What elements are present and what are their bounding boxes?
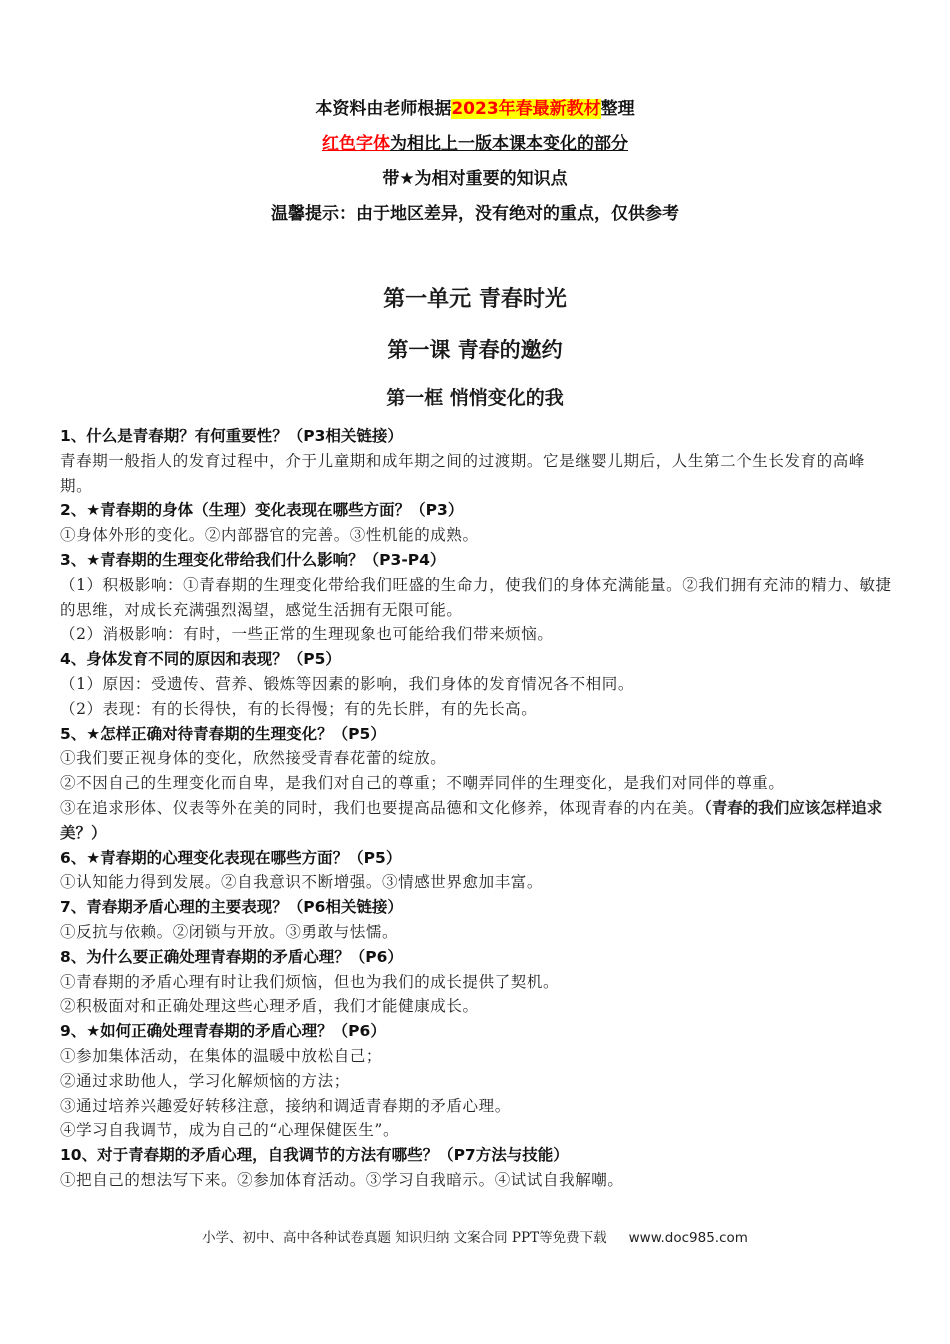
question-heading: 6、★青春期的心理变化表现在哪些方面？（P5）	[60, 848, 402, 867]
section-titles	[0, 280, 950, 418]
frame-title: 第一框 悄悄变化的我	[386, 387, 564, 409]
answer-paragraph: ①把自己的想法写下来。②参加体育活动。③学习自我暗示。④试试自我解嘲。	[60, 1170, 624, 1189]
question-heading: 2、★青春期的身体（生理）变化表现在哪些方面？（P3）	[60, 501, 464, 520]
answer-paragraph	[60, 796, 892, 846]
question-heading: 10、对于青春期的矛盾心理，自我调节的方法有哪些？（P7方法与技能）	[60, 1146, 569, 1165]
question-heading: 1、什么是青春期？有何重要性？（P3相关链接）	[60, 427, 403, 445]
notice-line-tip: 温馨提示：由于地区差异，没有绝对的重点，仅供参考	[271, 204, 679, 224]
notice-source-prefix: 本资料由老师根据	[315, 99, 452, 119]
notice-source-suffix: 整理	[600, 99, 635, 119]
question-heading: 9、★如何正确处理青春期的矛盾心理？（P6）	[60, 1022, 386, 1041]
lesson-title: 第一课 青春的邀约	[387, 338, 563, 362]
question-heading: 8、为什么要正确处理青春期的矛盾心理？（P6）	[60, 947, 403, 966]
footer-site-link[interactable]: www.doc985.com	[628, 1230, 748, 1246]
answer-paragraph: ①我们要正视身体的变化，欣然接受青春花蕾的绽放。	[60, 749, 447, 768]
answer-paragraph: ①认知能力得到发展。②自我意识不断增强。③情感世界愈加丰富。	[60, 873, 544, 892]
answer-paragraph: ①反抗与依赖。②闭锁与开放。③勇敢与怯懦。	[60, 922, 399, 941]
answer-paragraph: ③通过培养兴趣爱好转移注意，接纳和调适青春期的矛盾心理。	[60, 1096, 511, 1115]
question-heading: 3、★青春期的生理变化带给我们什么影响？（P3-P4）	[60, 550, 446, 569]
notice-line-source	[0, 92, 950, 127]
header-notice	[0, 92, 950, 232]
question-heading: 5、★怎样正确对待青春期的生理变化？（P5）	[60, 724, 386, 743]
unit-title: 第一单元 青春时光	[383, 287, 567, 312]
answer-paragraph: ①身体外形的变化。②内部器官的完善。③性机能的成熟。	[60, 526, 479, 545]
answer-paragraph: （2）表现：有的长得快，有的长得慢；有的先长胖，有的先长高。	[60, 699, 538, 718]
answer-paragraph: （2）消极影响：有时，一些正常的生理现象也可能给我们带来烦恼。	[60, 625, 554, 644]
answer-bold-note: （青春的我们应该怎样追求美？）	[60, 798, 883, 842]
qa-content	[60, 424, 892, 1193]
answer-paragraph: ②不因自己的生理变化而自卑，是我们对自己的尊重；不嘲弄同伴的生理变化，是我们对同伴的尊重。	[60, 774, 785, 793]
notice-textbook-highlight: 2023年春最新教材	[451, 99, 601, 119]
answer-text: ③在追求形体、仪表等外在美的同时，我们也要提高品德和文化修养，体现青春的内在美。	[60, 798, 705, 817]
question-heading: 7、青春期矛盾心理的主要表现？（P6相关链接）	[60, 898, 403, 917]
answer-paragraph: ①参加集体活动，在集体的温暖中放松自己；	[60, 1046, 383, 1065]
answer-paragraph: ④学习自我调节，成为自己的“心理保健医生”。	[60, 1121, 400, 1140]
answer-paragraph: （1）原因：受遗传、营养、锻炼等因素的影响，我们身体的发育情况各不相同。	[60, 674, 634, 693]
question-heading: 4、身体发育不同的原因和表现？（P5）	[60, 650, 341, 669]
notice-line-star: 带★为相对重要的知识点	[382, 169, 568, 189]
answer-paragraph: ①青春期的矛盾心理有时让我们烦恼，但也为我们的成长提供了契机。	[60, 972, 560, 991]
answer-paragraph: ②通过求助他人，学习化解烦恼的方法；	[60, 1071, 350, 1090]
answer-paragraph: 青春期一般指人的发育过程中，介于儿童期和成年期之间的过渡期。它是继婴儿期后，人生第二个生长发育的高峰期。	[60, 451, 866, 495]
notice-line-red-font	[0, 127, 950, 162]
footer-text: 小学、初中、高中各种试卷真题 知识归纳 文案合同 PPT等免费下载	[202, 1230, 607, 1246]
notice-red-font-description: 为相比上一版本课本变化的部分	[390, 134, 628, 154]
notice-red-font-label: 红色字体	[322, 134, 390, 154]
answer-paragraph: ②积极面对和正确处理这些心理矛盾，我们才能健康成长。	[60, 997, 479, 1016]
page-footer	[0, 1226, 950, 1246]
answer-paragraph: （1）积极影响：①青春期的生理变化带给我们旺盛的生命力，使我们的身体充满能量。②我们拥有充沛的精力、敏捷的思维，对成长充满强烈渴望，感觉生活拥有无限可能。	[60, 575, 892, 619]
